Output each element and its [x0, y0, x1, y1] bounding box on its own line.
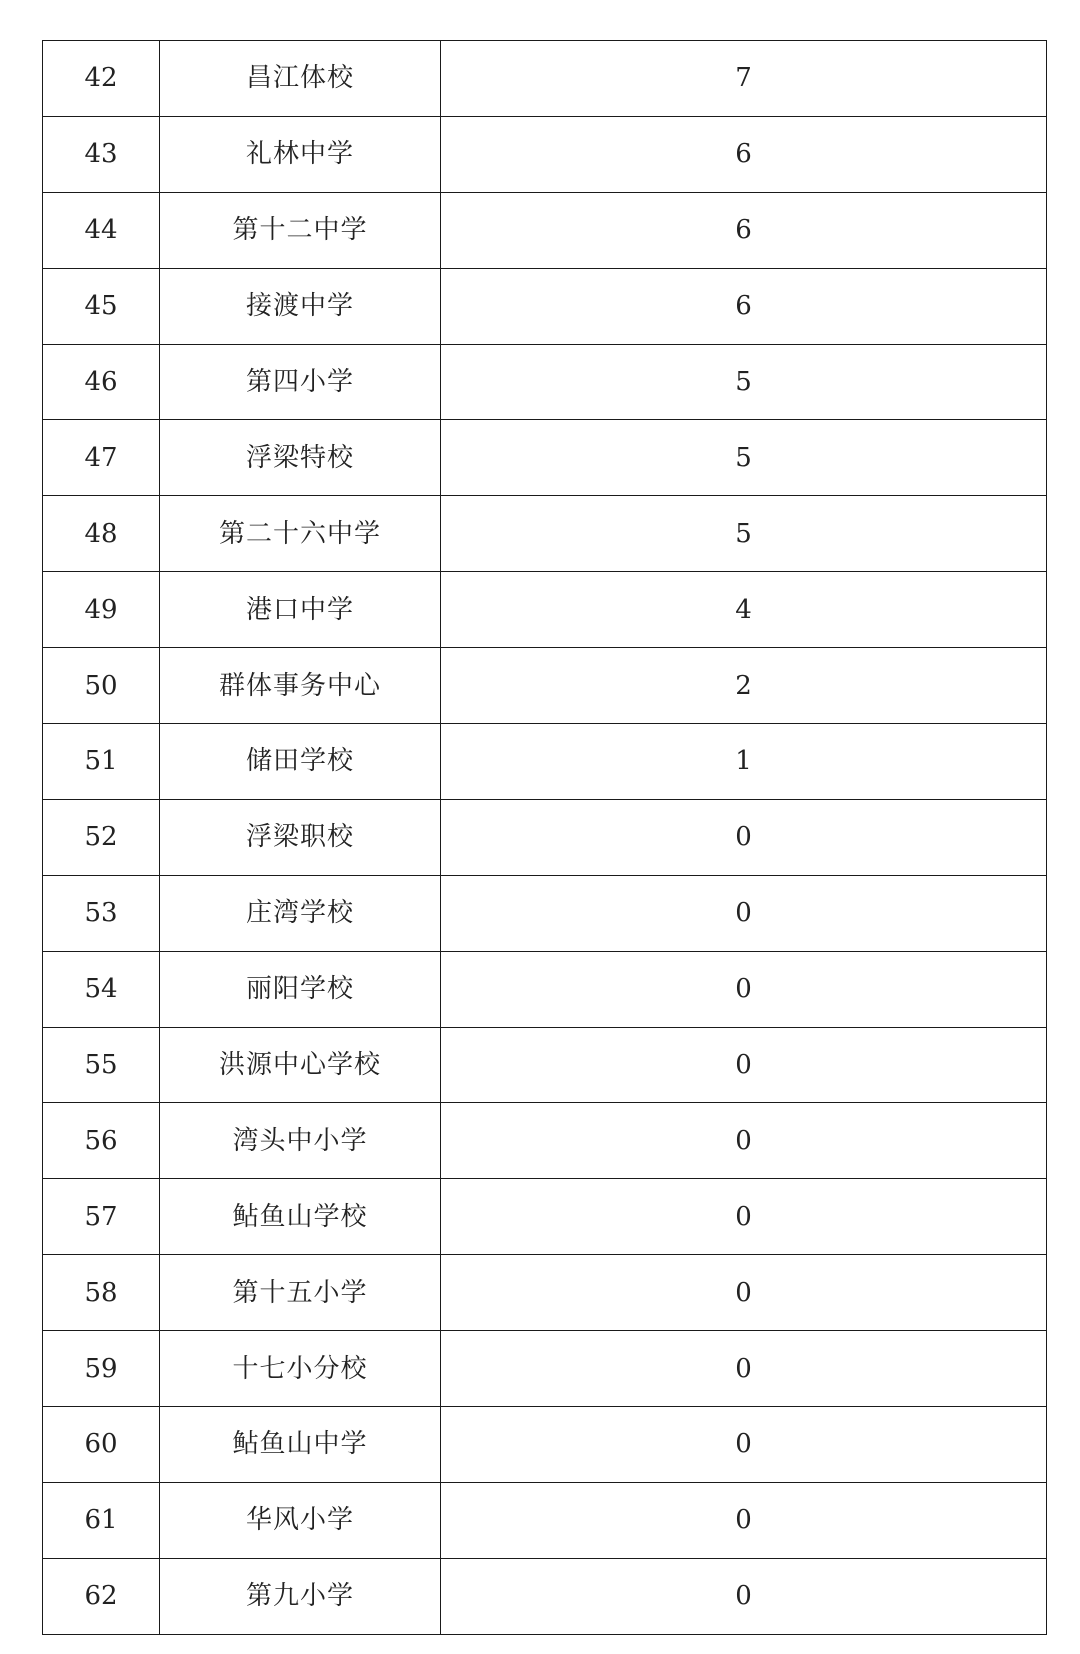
count-cell: 0: [441, 1482, 1047, 1558]
table-row: [43, 496, 1047, 572]
count-cell: 5: [441, 496, 1047, 572]
count-cell: 0: [441, 1027, 1047, 1103]
table-row: [43, 420, 1047, 496]
unit-name-cell: 洪源中心学校: [160, 1027, 441, 1103]
unit-name-cell: 鲇鱼山学校: [160, 1179, 441, 1255]
count-cell: 4: [441, 572, 1047, 648]
table-row: [43, 572, 1047, 648]
unit-name-cell: 群体事务中心: [160, 648, 441, 724]
rank-cell: 54: [43, 951, 160, 1027]
unit-name-cell: 港口中学: [160, 572, 441, 648]
table-row: [43, 344, 1047, 420]
rank-cell: 58: [43, 1255, 160, 1331]
count-cell: 2: [441, 648, 1047, 724]
rank-cell: 52: [43, 799, 160, 875]
rank-cell: 61: [43, 1482, 160, 1558]
table-row: [43, 1407, 1047, 1483]
table-row: [43, 875, 1047, 951]
rank-cell: 62: [43, 1558, 160, 1634]
count-cell: 0: [441, 1331, 1047, 1407]
count-cell: 0: [441, 1103, 1047, 1179]
rank-cell: 46: [43, 344, 160, 420]
table-row: [43, 951, 1047, 1027]
count-cell: 0: [441, 1407, 1047, 1483]
rank-cell: 45: [43, 268, 160, 344]
rank-cell: 57: [43, 1179, 160, 1255]
unit-name-cell: 昌江体校: [160, 41, 441, 117]
table-row: [43, 1255, 1047, 1331]
unit-name-cell: 第二十六中学: [160, 496, 441, 572]
table-row: [43, 268, 1047, 344]
count-cell: 1: [441, 724, 1047, 800]
rank-cell: 55: [43, 1027, 160, 1103]
unit-name-cell: 湾头中小学: [160, 1103, 441, 1179]
table-row: [43, 1179, 1047, 1255]
unit-name-cell: 第四小学: [160, 344, 441, 420]
unit-name-cell: 浮梁职校: [160, 799, 441, 875]
rank-cell: 42: [43, 41, 160, 117]
count-cell: 5: [441, 344, 1047, 420]
table-row: [43, 41, 1047, 117]
count-cell: 0: [441, 1558, 1047, 1634]
count-cell: 6: [441, 192, 1047, 268]
count-cell: 0: [441, 1255, 1047, 1331]
table-row: [43, 192, 1047, 268]
unit-name-cell: 第九小学: [160, 1558, 441, 1634]
rank-cell: 49: [43, 572, 160, 648]
count-cell: 7: [441, 41, 1047, 117]
unit-name-cell: 第十五小学: [160, 1255, 441, 1331]
rank-cell: 53: [43, 875, 160, 951]
unit-name-cell: 礼林中学: [160, 116, 441, 192]
unit-name-cell: 庄湾学校: [160, 875, 441, 951]
unit-name-cell: 储田学校: [160, 724, 441, 800]
unit-name-cell: 第十二中学: [160, 192, 441, 268]
table-row: [43, 1331, 1047, 1407]
count-cell: 0: [441, 875, 1047, 951]
rank-cell: 47: [43, 420, 160, 496]
unit-name-cell: 浮梁特校: [160, 420, 441, 496]
table-row: [43, 799, 1047, 875]
table-row: [43, 724, 1047, 800]
unit-name-cell: 华风小学: [160, 1482, 441, 1558]
rank-cell: 59: [43, 1331, 160, 1407]
table-row: [43, 1558, 1047, 1634]
unit-name-cell: 接渡中学: [160, 268, 441, 344]
table-row: [43, 1103, 1047, 1179]
count-cell: 0: [441, 1179, 1047, 1255]
table-body: [43, 41, 1047, 1635]
rank-cell: 44: [43, 192, 160, 268]
unit-name-cell: 鲇鱼山中学: [160, 1407, 441, 1483]
count-cell: 5: [441, 420, 1047, 496]
table-row: [43, 1027, 1047, 1103]
count-cell: 6: [441, 116, 1047, 192]
rank-cell: 43: [43, 116, 160, 192]
unit-name-cell: 丽阳学校: [160, 951, 441, 1027]
rank-cell: 51: [43, 724, 160, 800]
table-row: [43, 1482, 1047, 1558]
ranking-table: [42, 40, 1047, 1635]
table-row: [43, 116, 1047, 192]
rank-cell: 60: [43, 1407, 160, 1483]
rank-cell: 56: [43, 1103, 160, 1179]
table-row: [43, 648, 1047, 724]
rank-cell: 48: [43, 496, 160, 572]
count-cell: 0: [441, 799, 1047, 875]
count-cell: 0: [441, 951, 1047, 1027]
rank-cell: 50: [43, 648, 160, 724]
unit-name-cell: 十七小分校: [160, 1331, 441, 1407]
count-cell: 6: [441, 268, 1047, 344]
